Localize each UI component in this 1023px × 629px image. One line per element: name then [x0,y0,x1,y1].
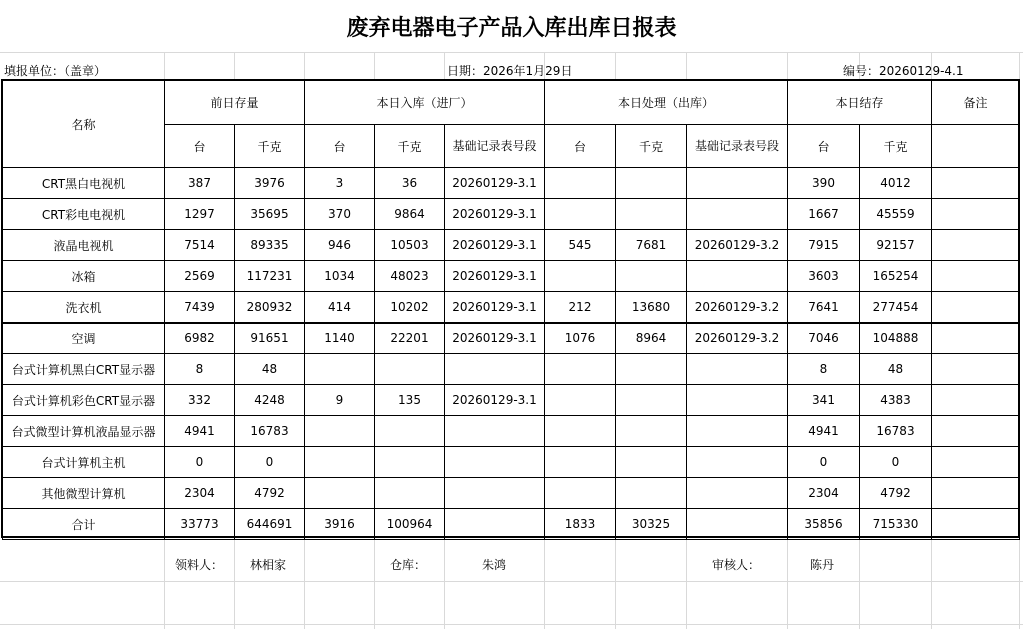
product-name-cell: 合计 [3,509,165,540]
in-kg-cell: 100964 [375,509,445,540]
header-record-no: 基础记录表号段 [445,125,545,168]
table-row [3,261,1020,292]
prev-count-cell: 0 [165,447,235,478]
filing-unit: 填报单位：（盖章） [4,64,107,78]
header-unit-count: 台 [788,125,860,168]
in-count-cell [305,478,375,509]
header-name: 名称 [3,81,165,168]
out-record-cell [687,447,788,478]
out-count-cell [545,261,616,292]
header-unit-kg: 千克 [235,125,305,168]
balance-count-cell: 7915 [788,230,860,261]
report-date: 日期：2026年1月29日 [447,64,573,78]
prev-kg-cell: 91651 [235,323,305,354]
in-record-cell: 20260129-3.1 [445,199,545,230]
product-name-cell: CRT彩电电视机 [3,199,165,230]
gridline [0,624,1023,625]
remark-cell [932,478,1020,509]
prev-count-cell: 7514 [165,230,235,261]
prev-count-cell: 332 [165,385,235,416]
prev-count-cell: 2304 [165,478,235,509]
header-in-today: 本日入库（进厂） [305,81,545,125]
balance-kg-cell: 715330 [860,509,932,540]
balance-count-cell: 390 [788,168,860,199]
out-kg-cell: 7681 [616,230,687,261]
balance-kg-cell: 45559 [860,199,932,230]
prev-kg-cell: 48 [235,354,305,385]
out-count-cell [545,416,616,447]
remark-cell [932,230,1020,261]
remark-cell [932,168,1020,199]
out-kg-cell [616,447,687,478]
prev-kg-cell: 4792 [235,478,305,509]
in-count-cell: 3916 [305,509,375,540]
product-name-cell: 台式计算机主机 [3,447,165,478]
prev-count-cell: 6982 [165,323,235,354]
out-count-cell: 1076 [545,323,616,354]
balance-count-cell: 8 [788,354,860,385]
balance-kg-cell: 16783 [860,416,932,447]
table-row [3,230,1020,261]
in-record-cell [445,354,545,385]
out-count-cell [545,385,616,416]
in-record-cell: 20260129-3.1 [445,292,545,323]
out-record-cell [687,168,788,199]
receiver-label: 领料人： [175,558,224,572]
table-row [3,199,1020,230]
prev-count-cell: 8 [165,354,235,385]
remark-cell [932,509,1020,540]
prev-count-cell: 1297 [165,199,235,230]
out-record-cell [687,385,788,416]
in-record-cell: 20260129-3.1 [445,230,545,261]
out-kg-cell [616,416,687,447]
header-unit-count: 台 [305,125,375,168]
balance-count-cell: 2304 [788,478,860,509]
report-number: 编号：20260129-4.1 [843,64,964,78]
prev-count-cell: 33773 [165,509,235,540]
out-kg-cell [616,168,687,199]
table-row [3,509,1020,540]
remark-cell [932,354,1020,385]
out-record-cell: 20260129-3.2 [687,292,788,323]
in-count-cell [305,416,375,447]
in-kg-cell: 135 [375,385,445,416]
in-count-cell [305,354,375,385]
balance-kg-cell: 0 [860,447,932,478]
in-kg-cell [375,416,445,447]
header-unit-kg: 千克 [616,125,687,168]
out-record-cell [687,416,788,447]
prev-kg-cell: 644691 [235,509,305,540]
out-record-cell: 20260129-3.2 [687,323,788,354]
prev-kg-cell: 35695 [235,199,305,230]
prev-kg-cell: 3976 [235,168,305,199]
balance-kg-cell: 4012 [860,168,932,199]
report-title: 废弃电器电子产品入库出库日报表 [0,0,1023,53]
in-kg-cell: 10202 [375,292,445,323]
in-kg-cell: 22201 [375,323,445,354]
header-processed-today: 本日处理（出库） [545,81,788,125]
in-record-cell [445,509,545,540]
in-record-cell: 20260129-3.1 [445,385,545,416]
product-name-cell: 液晶电视机 [3,230,165,261]
in-count-cell: 1034 [305,261,375,292]
table-row [3,323,1020,354]
balance-count-cell: 0 [788,447,860,478]
out-record-cell [687,199,788,230]
product-name-cell: 洗衣机 [3,292,165,323]
out-count-cell [545,478,616,509]
out-kg-cell: 8964 [616,323,687,354]
prev-count-cell: 7439 [165,292,235,323]
auditor-label: 审核人： [712,558,761,572]
out-kg-cell [616,478,687,509]
out-record-cell [687,478,788,509]
balance-kg-cell: 4792 [860,478,932,509]
header-remarks: 备注 [932,81,1020,125]
remark-cell [932,292,1020,323]
out-count-cell: 1833 [545,509,616,540]
prev-kg-cell: 117231 [235,261,305,292]
in-record-cell: 20260129-3.1 [445,168,545,199]
in-count-cell: 370 [305,199,375,230]
in-record-cell: 20260129-3.1 [445,261,545,292]
balance-count-cell: 35856 [788,509,860,540]
out-count-cell [545,168,616,199]
header-balance-today: 本日结存 [788,81,932,125]
remark-cell [932,199,1020,230]
in-kg-cell [375,354,445,385]
product-name-cell: 空调 [3,323,165,354]
balance-count-cell: 341 [788,385,860,416]
prev-kg-cell: 4248 [235,385,305,416]
prev-kg-cell: 89335 [235,230,305,261]
header-unit-count: 台 [165,125,235,168]
prev-kg-cell: 280932 [235,292,305,323]
table-row [3,385,1020,416]
prev-count-cell: 4941 [165,416,235,447]
balance-count-cell: 3603 [788,261,860,292]
table-row [3,354,1020,385]
header-remarks-blank [932,125,1020,168]
out-record-cell: 20260129-3.2 [687,230,788,261]
in-kg-cell: 10503 [375,230,445,261]
auditor-name: 陈丹 [810,558,835,572]
remark-cell [932,261,1020,292]
out-count-cell [545,354,616,385]
prev-count-cell: 387 [165,168,235,199]
in-kg-cell [375,478,445,509]
inventory-table [2,80,1020,540]
header-unit-count: 台 [545,125,616,168]
header-unit-kg: 千克 [860,125,932,168]
in-record-cell [445,416,545,447]
in-record-cell [445,478,545,509]
balance-count-cell: 7641 [788,292,860,323]
receiver-name: 林相家 [250,558,287,572]
in-record-cell [445,447,545,478]
table-row [3,168,1020,199]
balance-count-cell: 7046 [788,323,860,354]
prev-count-cell: 2569 [165,261,235,292]
out-record-cell [687,509,788,540]
out-count-cell [545,447,616,478]
out-kg-cell: 13680 [616,292,687,323]
balance-count-cell: 1667 [788,199,860,230]
header-record-no: 基础记录表号段 [687,125,788,168]
table-row [3,447,1020,478]
signature-row [0,540,1023,629]
out-kg-cell [616,354,687,385]
in-count-cell: 1140 [305,323,375,354]
in-kg-cell: 36 [375,168,445,199]
in-count-cell: 946 [305,230,375,261]
table-row [3,292,1020,323]
header-prev-stock: 前日存量 [165,81,305,125]
in-count-cell: 3 [305,168,375,199]
in-count-cell: 9 [305,385,375,416]
prev-kg-cell: 16783 [235,416,305,447]
product-name-cell: CRT黑白电视机 [3,168,165,199]
balance-count-cell: 4941 [788,416,860,447]
out-count-cell [545,199,616,230]
remark-cell [932,385,1020,416]
out-kg-cell [616,261,687,292]
product-name-cell: 冰箱 [3,261,165,292]
out-record-cell [687,261,788,292]
balance-kg-cell: 48 [860,354,932,385]
in-kg-cell [375,447,445,478]
out-kg-cell [616,385,687,416]
in-kg-cell: 9864 [375,199,445,230]
table-row [3,478,1020,509]
balance-kg-cell: 4383 [860,385,932,416]
out-kg-cell: 30325 [616,509,687,540]
balance-kg-cell: 92157 [860,230,932,261]
in-count-cell [305,447,375,478]
prev-kg-cell: 0 [235,447,305,478]
warehouse-name: 朱鸿 [482,558,507,572]
remark-cell [932,447,1020,478]
warehouse-label: 仓库： [390,558,427,572]
in-count-cell: 414 [305,292,375,323]
product-name-cell: 台式计算机黑白CRT显示器 [3,354,165,385]
out-kg-cell [616,199,687,230]
table-row [3,416,1020,447]
product-name-cell: 台式计算机彩色CRT显示器 [3,385,165,416]
in-record-cell: 20260129-3.1 [445,323,545,354]
header-unit-kg: 千克 [375,125,445,168]
out-count-cell: 545 [545,230,616,261]
remark-cell [932,416,1020,447]
balance-kg-cell: 165254 [860,261,932,292]
product-name-cell: 台式微型计算机液晶显示器 [3,416,165,447]
balance-kg-cell: 277454 [860,292,932,323]
out-count-cell: 212 [545,292,616,323]
product-name-cell: 其他微型计算机 [3,478,165,509]
in-kg-cell: 48023 [375,261,445,292]
gridline [0,581,1023,582]
remark-cell [932,323,1020,354]
out-record-cell [687,354,788,385]
balance-kg-cell: 104888 [860,323,932,354]
